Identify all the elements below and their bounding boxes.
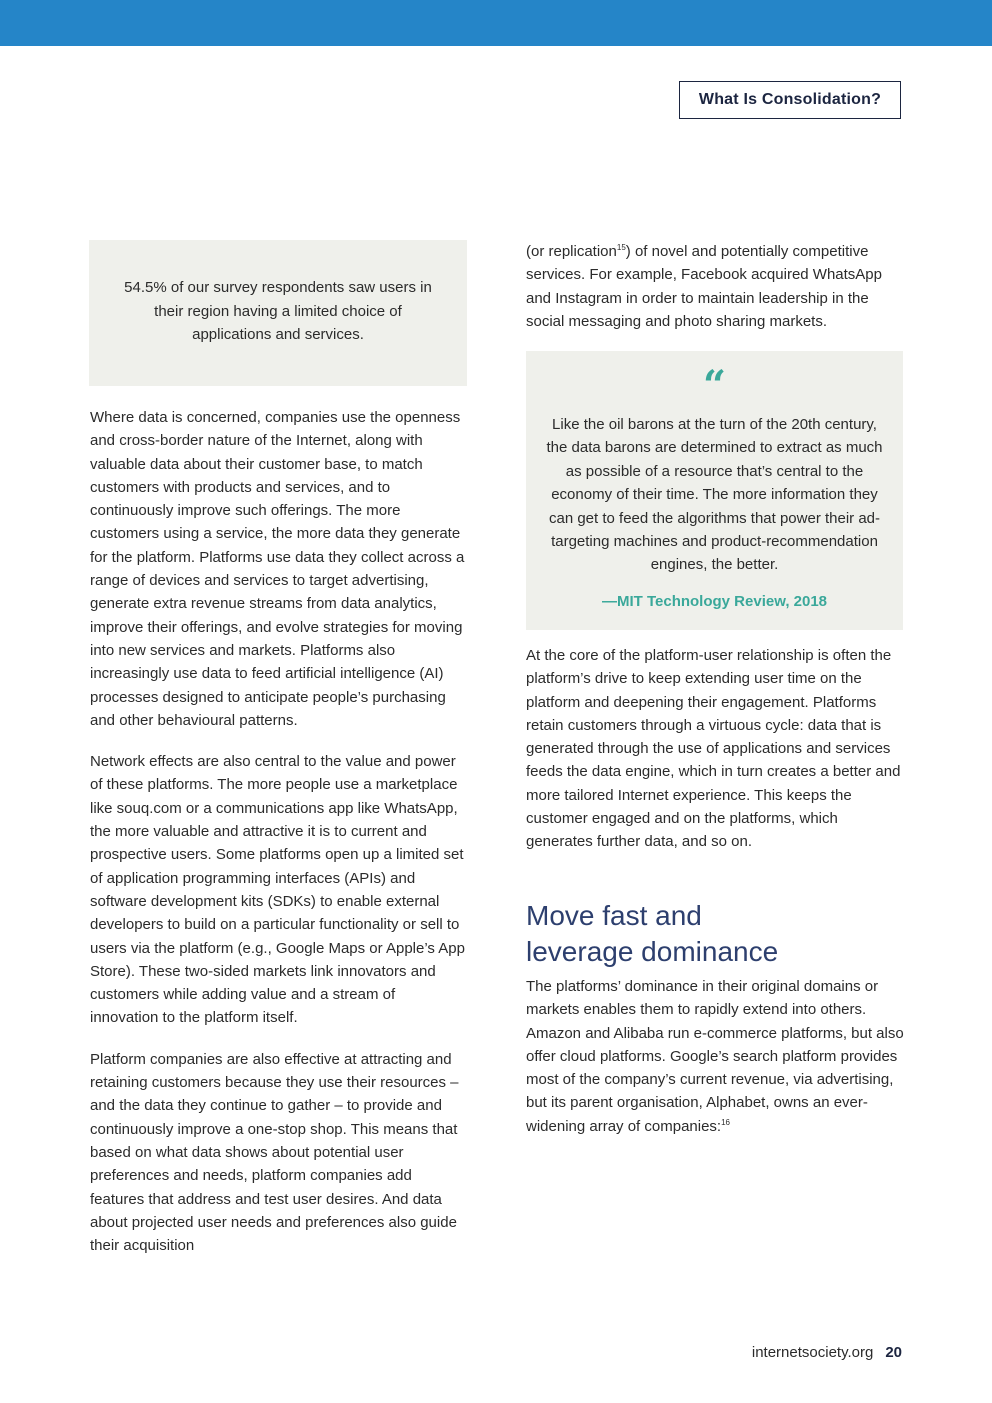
right-paragraph-2: At the core of the platform-user relationship is often the platform’s drive to keep extending user time on the platform and deepening their engagement. Platforms retain customers through a virtuous cycle: data that is generated through the use of applications and services feeds the data engine, which in turn creates a better and more tailored Internet experience. This keeps the customer engaged and on the platforms, which generates further data, and so on. [526, 647, 901, 851]
footer-site-link[interactable]: internetsociety.org [751, 1344, 874, 1361]
intro-text-before: (or replication [526, 243, 617, 260]
heading-line-1: Move fast and [526, 900, 702, 931]
heading-line-2: leverage dominance [526, 936, 779, 967]
right-column-intro [526, 240, 904, 351]
stat-callout-text: 54.5% of our survey respondents saw users in their region having a limited choice of applications and services. [124, 279, 432, 343]
top-color-bar [0, 0, 992, 46]
right-column-body [526, 644, 904, 872]
pull-quote-box [526, 351, 903, 630]
page-number: 20 [885, 1344, 902, 1361]
quote-mark-icon: “ [702, 362, 726, 409]
left-column [90, 406, 467, 1275]
footnote-15: 15 [616, 243, 626, 252]
section-heading [526, 898, 904, 970]
left-paragraph-2: Network effects are also central to the value and power of these platforms. The more people use a marketplace like souq.com or a communications app like WhatsApp, the more valuable and attractive it is to current and prospective users. Some platforms open up a limited set of application programming interfaces (APIs) and software development kits (SDKs) to enable external developers to build on a particular functionality or sell to users via the platform (e.g., Google Maps or Apple’s App Store). These two-sided markets link innovators and customers while adding value and a stream of innovation to the platform itself. [90, 753, 465, 1027]
footnote-16: 16 [721, 1117, 731, 1127]
right-paragraph-3 [526, 975, 904, 1138]
section-title-tag: What Is Consolidation? [679, 81, 901, 119]
left-paragraph-3: Platform companies are also effective at attracting and retaining customers because they use their resources – and the data they continue to gather – to provide and continuously improve a one-stop shop. This means that based on what data shows about potential user preferences and needs, platform companies add features that address and test user desires. And data about projected user needs and preferences also guide their acquisition [90, 1050, 459, 1255]
intro-text-after: ) of novel and potentially competitive services. For example, Facebook acquired WhatsApp and Instagram in order to maintain leadership in the social messaging and photo sharing markets. [526, 243, 882, 330]
pull-quote-text: Like the oil barons at the turn of the 20th century, the data barons are determined to extract as much as possible of a resource that’s central to the economy of their time. The more information they can get to feed the algorithms that power their ad-targeting machines and product-recommendation engines, the better. [546, 416, 883, 574]
page-footer [752, 1344, 902, 1361]
paragraph-3-text: The platforms’ dominance in their original domains or markets enables them to rapidly extend into others. Amazon and Alibaba run e-commerce platforms, but also offer cloud platforms. Google’s search platform provides most of the company’s current revenue, via advertising, but its parent organisation, Alphabet, owns an ever-widening array of companies: [526, 978, 904, 1135]
stat-callout-box [89, 240, 467, 386]
right-intro-paragraph [526, 240, 904, 333]
pull-quote-source: —MIT Technology Review, 2018 [601, 592, 828, 610]
left-paragraph-1: Where data is concerned, companies use the openness and cross-border nature of the Internet, along with valuable data about their customer base, to match customers with products and services, and to continuously improve such offerings. The more customers using a service, the more data they generate for the platform. Platforms use data they collect across a range of devices and services to target advertising, generate extra revenue streams from data analytics, improve their offerings, and evolve strategies for moving into new services and markets. Platforms also increasingly use data to feed artificial intelligence (AI) processes designed to anticipate people’s purchasing and other behavioural patterns. [90, 409, 465, 729]
right-column-closing [526, 975, 904, 1156]
